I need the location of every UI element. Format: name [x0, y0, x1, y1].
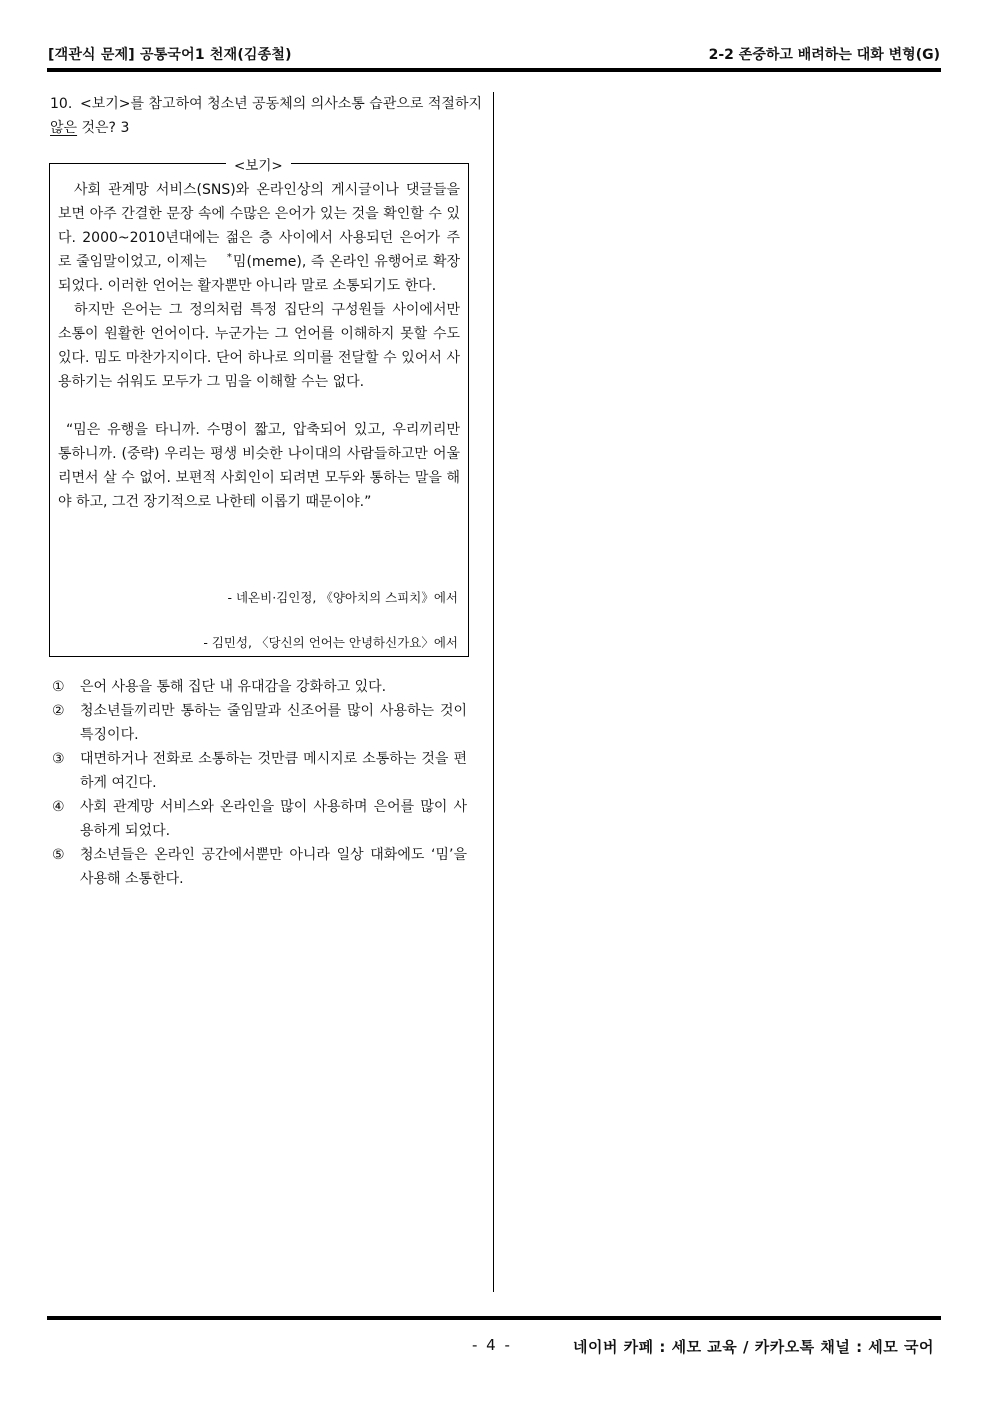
choice-4[interactable] — [52, 795, 467, 843]
header-unit: 2-2 존중하고 배려하는 대화 변형(G) — [708, 47, 940, 63]
choice-mark: ⑤ — [52, 847, 65, 863]
bogi-paragraph-1-b: 밈(meme), 즉 온라인 유행어로 확장되었다. 이러한 언어는 활자뿐만 아니라 말로 소통되기도 한다. — [58, 254, 460, 294]
choice-3[interactable] — [52, 747, 467, 795]
question-number: 10. — [50, 96, 73, 112]
bogi-label: <보기> — [226, 154, 291, 174]
choice-text: 사회 관계망 서비스와 온라인을 많이 사용하며 은어를 많이 사용하게 되었다. — [80, 799, 467, 839]
choice-5[interactable] — [52, 843, 467, 891]
bogi-text — [58, 178, 460, 514]
choice-2[interactable] — [52, 699, 467, 747]
header-rule — [47, 68, 941, 72]
choice-text: 청소년들끼리만 통하는 줄임말과 신조어를 많이 사용하는 것이 특징이다. — [80, 703, 467, 743]
bogi-box — [49, 158, 469, 657]
choice-mark: ③ — [52, 751, 65, 767]
choice-text: 청소년들은 온라인 공간에서뿐만 아니라 일상 대화에도 ‘밈’을 사용해 소통한다. — [80, 847, 467, 887]
choice-text: 대면하거나 전화로 소통하는 것만큼 메시지로 소통하는 것을 편하게 여긴다. — [80, 751, 467, 791]
page-number: - 4 - — [472, 1336, 512, 1354]
bogi-paragraph-2: 하지만 은어는 그 정의처럼 특정 집단의 구성원들 사이에서만 소통이 원활한 언어이다. 누군가는 그 언어를 이해하지 못할 수도 있다. 밈도 마찬가지이다. 단어 하나로 의미를 전달할 수 있어서 사용하기는 쉬워도 모두가 그 밈을 이해할 수는 없다. — [58, 302, 460, 390]
question-underlined-word: 않은 — [50, 120, 78, 136]
bogi-source-1: - 네온비·김인정, 《양아치의 스피치》에서 — [227, 590, 458, 605]
bogi-source-2: - 김민성, 〈당신의 언어는 안녕하신가요〉에서 — [203, 635, 458, 650]
bogi-paragraph-1: 사회 관계망 서비스(SNS)와 온라인상의 게시글이나 댓글들을 보면 아주 간결한 문장 속에 수많은 은어가 있는 것을 확인할 수 있다. 2000~2010년대에는 젊은 층 사이에서 사용되던 은어가 주로 줄임말이었고, 이제는 *밈(meme), 즉 온라인 유행어로 확장되었다. 이러한 언어는 활자뿐만 아니라 말로 소통되기도 한다. — [58, 182, 460, 294]
choice-mark: ② — [52, 703, 65, 719]
choice-text: 은어 사용을 통해 집단 내 유대감을 강화하고 있다. — [80, 679, 387, 695]
question-text-before: <보기>를 참고하여 청소년 공동체의 의사소통 습관으로 적절하지 — [80, 96, 482, 112]
choice-mark: ④ — [52, 799, 65, 815]
answer-choices — [52, 675, 467, 891]
choice-mark: ① — [52, 679, 65, 695]
footer-channel: 네이버 카페 : 세모 교육 / 카카오톡 채널 : 세모 국어 — [572, 1338, 934, 1356]
bogi-quote: “밈은 유행을 타니까. 수명이 짧고, 압축되어 있고, 우리끼리만 통하니까. (중략) 우리는 평생 비슷한 나이대의 사람들하고만 어울리면서 살 수 없어. 보편적 사회인이 되려면 모두와 통하는 말을 해야 하고, 그건 장기적으로 나한테 이롭기 때문이야.” — [58, 422, 460, 510]
choice-1[interactable] — [52, 675, 467, 699]
footer-rule — [47, 1316, 941, 1320]
question-stem — [50, 92, 482, 140]
header-title: [객관식 문제] 공통국어1 천재(김종철) — [48, 47, 292, 63]
bogi-paragraph-1-a: 사회 관계망 서비스(SNS)와 온라인상의 게시글이나 댓글들을 보면 아주 간결한 문장 속에 수많은 은어가 있는 것을 확인할 수 있다. 2000~2010년대에는 젊은 층 사이에서 사용되던 은어가 주로 줄임말이었고, 이제는 — [58, 182, 460, 270]
question-text-after: 것은? 3 — [77, 120, 130, 136]
column-divider — [493, 92, 494, 1292]
